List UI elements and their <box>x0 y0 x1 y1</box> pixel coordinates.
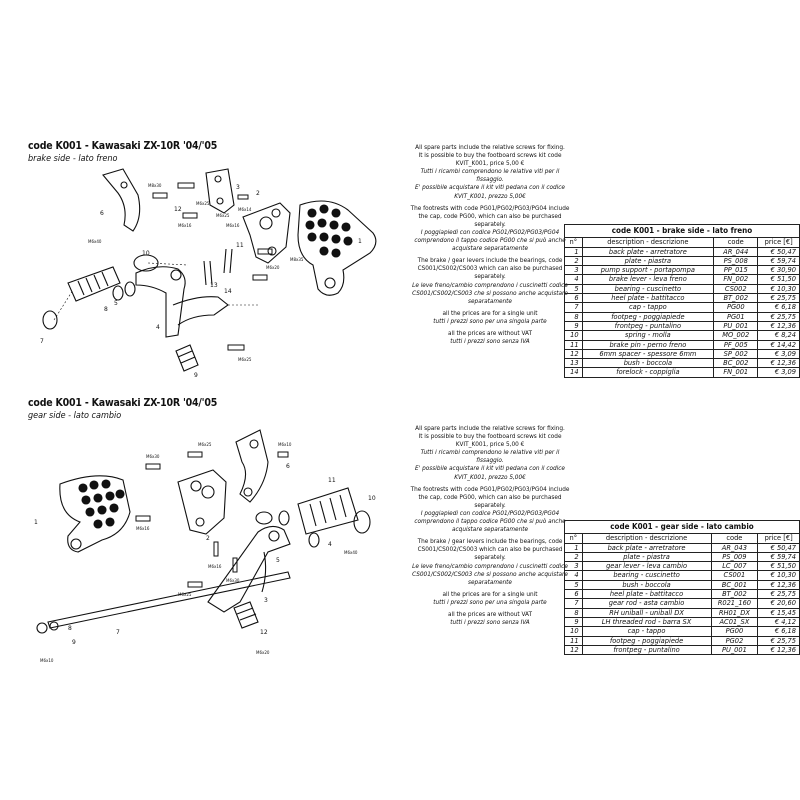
gear-label-7: 7 <box>116 629 120 636</box>
table-row <box>565 321 800 330</box>
part-code: PF_005 <box>714 340 758 349</box>
part-number: 5 <box>565 284 583 293</box>
brake-screw-label: M6x25 <box>238 357 252 362</box>
gear-footpeg-drawing <box>298 488 358 534</box>
note-kit-it: E' possibile acquistare il kit viti pedana con il codice KVIT_K001, prezzo 5,00€ <box>415 183 565 200</box>
heel-plate-drawing <box>103 169 140 231</box>
table-row <box>565 543 800 552</box>
part-number: 1 <box>565 543 583 552</box>
gear-rod-drawing <box>48 572 290 628</box>
column-header: price [€] <box>758 238 800 247</box>
brake-label-6: 6 <box>100 210 104 217</box>
gear-screw-label: M6x16 <box>136 526 150 531</box>
part-code: BT_002 <box>714 294 758 303</box>
part-number: 2 <box>565 256 583 265</box>
part-code: CS001 <box>711 571 758 580</box>
part-code: PG02 <box>711 636 758 645</box>
part-number: 4 <box>565 571 583 580</box>
table-row <box>565 636 800 645</box>
note-unit-en: all the prices are for a single unit <box>442 308 538 317</box>
part-number: 3 <box>565 266 583 275</box>
part-number: 1 <box>565 247 583 256</box>
part-code: AC01_SX <box>711 617 758 626</box>
brake-screw-label: M8x35 <box>290 257 304 262</box>
part-description: gear rod - asta cambio <box>582 599 711 608</box>
part-price: € 25,75 <box>758 590 800 599</box>
part-number: 7 <box>565 303 583 312</box>
brake-table-header <box>565 238 800 247</box>
brake-screw-label: M6x14 <box>238 207 252 212</box>
part-code: PU_001 <box>711 645 758 654</box>
part-price: € 59,74 <box>758 256 800 265</box>
note-kit-en: It is possible to buy the footboard screws kit code KVIT_K001, price 5,00 € <box>418 432 562 449</box>
brake-screw-label: M6x40 <box>88 239 102 244</box>
part-description: plate - piastra <box>582 256 714 265</box>
note-footrests-it: I poggiapiedi con codice PG01/PG02/PG03/PG04 comprendono il tappo codice PG00 che si può anche acquistare separatamente <box>414 508 566 534</box>
table-row <box>565 312 800 321</box>
part-price: € 30,90 <box>758 266 800 275</box>
part-description: 6mm spacer - spessore 6mm <box>582 349 714 358</box>
part-description: frontpeg - puntalino <box>582 645 711 654</box>
part-price: € 6,18 <box>758 303 800 312</box>
part-description: footpeg - poggiapiede <box>582 312 714 321</box>
note-vat-en: all the prices are without VAT <box>448 609 532 618</box>
part-price: € 4,12 <box>758 617 800 626</box>
gear-label-1: 1 <box>34 519 38 526</box>
gear-plate-drawing <box>178 470 226 534</box>
part-number: 13 <box>565 359 583 368</box>
brake-label-14: 14 <box>224 288 232 295</box>
part-code: BT_002 <box>711 590 758 599</box>
part-price: € 10,30 <box>758 571 800 580</box>
table-row <box>565 247 800 256</box>
part-price: € 12,36 <box>758 321 800 330</box>
cap-drawing <box>43 311 57 329</box>
note-levers-en: The brake / gear levers include the bearings, code CS001/CS002/CS003 which can also be purchased separately. <box>417 256 563 281</box>
brake-parts-table <box>564 224 800 378</box>
brake-side-exploded-diagram <box>28 165 408 385</box>
gear-label-9: 9 <box>72 639 76 646</box>
brake-lever-drawing <box>136 267 228 337</box>
part-price: € 8,24 <box>758 331 800 340</box>
part-description: back plate - arretratore <box>582 247 714 256</box>
note-vat-en: all the prices are without VAT <box>448 328 532 337</box>
part-price: € 25,75 <box>758 312 800 321</box>
gear-frontpeg-drawing <box>234 602 258 628</box>
column-header: n° <box>565 534 583 543</box>
part-code: PG00 <box>711 627 758 636</box>
part-number: 12 <box>565 349 583 358</box>
gear-label-6: 6 <box>286 463 290 470</box>
gear-screw-label: M6x30 <box>226 578 240 583</box>
part-price: € 51,50 <box>758 275 800 284</box>
table-row <box>565 340 800 349</box>
part-number: 11 <box>565 340 583 349</box>
brake-screw-label: M6x25 <box>196 201 210 206</box>
gear-heel-plate-drawing <box>236 430 268 502</box>
part-number: 2 <box>565 552 583 561</box>
part-code: CS002 <box>714 284 758 293</box>
part-number: 8 <box>565 312 583 321</box>
part-number: 9 <box>565 321 583 330</box>
part-code: AR_043 <box>711 543 758 552</box>
note-levers-it: Le leve freno/cambio comprendono i cuscinetti codice CS001/CS002/CS003 che si possono anche acquistare separatamente <box>412 280 568 305</box>
part-price: € 15,45 <box>758 608 800 617</box>
part-price: € 12,36 <box>758 645 800 654</box>
brake-label-4: 4 <box>156 324 160 331</box>
pump-support-drawing <box>206 169 234 213</box>
table-row <box>565 562 800 571</box>
note-unit-it: tutti i prezzi sono per una singola parte <box>433 316 547 325</box>
brake-label-13: 13 <box>210 282 218 289</box>
gear-screw-label: M6x25 <box>178 592 192 597</box>
table-row <box>565 599 800 608</box>
part-price: € 14,42 <box>758 340 800 349</box>
gear-notes <box>410 424 570 630</box>
note-unit-it: tutti i prezzi sono per una singola parte <box>433 597 547 606</box>
part-number: 4 <box>565 275 583 284</box>
gear-label-8: 8 <box>68 625 72 632</box>
part-price: € 50,47 <box>758 543 800 552</box>
gear-label-11: 11 <box>328 477 336 484</box>
part-number: 12 <box>565 645 583 654</box>
part-description: forelock - coppiglia <box>582 368 714 377</box>
note-footrests-en: The footrests with code PG01/PG02/PG03/PG04 include the cap, code PG00, which can also be purchased separately. <box>410 484 570 509</box>
part-code: SP_002 <box>714 349 758 358</box>
part-number: 10 <box>565 331 583 340</box>
brake-screw-label: M8x30 <box>148 183 162 188</box>
part-code: FN_002 <box>714 275 758 284</box>
part-description: gear lever - leva cambio <box>582 562 711 571</box>
part-description: bush - boccola <box>582 580 711 589</box>
note-kit-it: E' possibile acquistare il kit viti pedana con il codice KVIT_K001, prezzo 5,00€ <box>415 464 565 481</box>
table-row <box>565 275 800 284</box>
note-footrests-en: The footrests with code PG01/PG02/PG03/PG04 include the cap, code PG00, which can also be purchased separately. <box>410 203 570 228</box>
part-description: pump support - portapompa <box>582 266 714 275</box>
part-price: € 3,09 <box>758 349 800 358</box>
gear-table-header <box>565 534 800 543</box>
part-price: € 10,30 <box>758 284 800 293</box>
gear-screw-label: M6x10 <box>278 442 292 447</box>
part-price: € 3,09 <box>758 368 800 377</box>
brake-label-2: 2 <box>256 190 260 197</box>
note-footrests-it: I poggiapiedi con codice PG01/PG02/PG03/PG04 comprendono il tappo codice PG00 che si può anche acquistare separatamente <box>414 227 566 253</box>
gear-label-3: 3 <box>264 597 268 604</box>
part-price: € 12,36 <box>758 580 800 589</box>
gear-screw-label: M6x16 <box>208 564 222 569</box>
part-code: FN_001 <box>714 368 758 377</box>
brake-screw-label: M6x25 <box>216 213 230 218</box>
part-description: back plate - arretratore <box>582 543 711 552</box>
gear-screw-label: M6x40 <box>344 550 358 555</box>
gear-side-exploded-diagram <box>28 422 408 672</box>
gear-screw-label: M6x10 <box>40 658 54 663</box>
part-description: heel plate - battitacco <box>582 294 714 303</box>
part-description: bush - boccola <box>582 359 714 368</box>
brake-label-11: 11 <box>236 242 244 249</box>
part-price: € 25,75 <box>758 294 800 303</box>
gear-screw-label: M6x25 <box>198 442 212 447</box>
gear-cap-drawing <box>354 511 370 533</box>
note-vat-it: tutti i prezzi sono senza IVA <box>450 337 530 346</box>
part-number: 3 <box>565 562 583 571</box>
brake-label-3: 3 <box>236 184 240 191</box>
note-spares-en: All spare parts include the relative screws for fixing. <box>415 424 565 432</box>
part-description: spring - molla <box>582 331 714 340</box>
note-unit-en: all the prices are for a single unit <box>442 589 538 598</box>
part-number: 11 <box>565 636 583 645</box>
part-description: plate - piastra <box>582 552 711 561</box>
note-vat-it: tutti i prezzi sono senza IVA <box>450 618 530 627</box>
part-number: 5 <box>565 580 583 589</box>
table-row <box>565 359 800 368</box>
part-description: bearing - cuscinetto <box>582 284 714 293</box>
note-kit-en: It is possible to buy the footboard screws kit code KVIT_K001, price 5,00 € <box>418 151 562 168</box>
part-description: heel plate - battitacco <box>582 590 711 599</box>
table-row <box>565 303 800 312</box>
gear-table-title: code K001 - gear side - lato cambio <box>565 521 800 534</box>
part-number: 6 <box>565 590 583 599</box>
brake-label-10: 10 <box>142 250 150 257</box>
gear-back-plate-drawing <box>60 476 130 552</box>
part-description: brake lever - leva freno <box>582 275 714 284</box>
brake-side-subtitle: brake side - lato freno <box>28 154 118 164</box>
part-price: € 25,75 <box>758 636 800 645</box>
part-number: 14 <box>565 368 583 377</box>
part-code: PG00 <box>714 303 758 312</box>
table-row <box>565 627 800 636</box>
gear-parts-table <box>564 520 800 655</box>
part-description: cap - tappo <box>582 627 711 636</box>
table-row <box>565 294 800 303</box>
part-price: € 20,60 <box>758 599 800 608</box>
note-spares-it: Tutti i ricambi comprendono le relative viti per il fissaggio. <box>420 167 560 184</box>
gear-lever-drawing <box>208 526 290 612</box>
part-number: 8 <box>565 608 583 617</box>
brake-label-9: 9 <box>194 372 198 379</box>
gear-label-10: 10 <box>368 495 376 502</box>
table-row <box>565 571 800 580</box>
part-description: bearing - cuscinetto <box>582 571 711 580</box>
note-levers-en: The brake / gear levers include the bearings, code CS001/CS002/CS003 which can also be purchased separately. <box>417 537 563 562</box>
gear-side-subtitle: gear side - lato cambio <box>28 411 122 421</box>
gear-side-title: code K001 - Kawasaki ZX-10R '04/'05 <box>28 397 218 409</box>
column-header: description - descrizione <box>582 238 714 247</box>
part-description: frontpeg - puntalino <box>582 321 714 330</box>
gear-label-5: 5 <box>276 557 280 564</box>
table-row <box>565 645 800 654</box>
brake-screw-label: M6x20 <box>266 265 280 270</box>
part-description: LH threaded rod - barra SX <box>582 617 711 626</box>
part-description: RH uniball - uniball DX <box>582 608 711 617</box>
brake-label-8: 8 <box>104 306 108 313</box>
brake-screw-label: M6x16 <box>226 223 240 228</box>
brake-notes <box>410 143 570 349</box>
note-levers-it: Le leve freno/cambio comprendono i cuscinetti codice CS001/CS002/CS003 che si possono anche acquistare separatamente <box>412 561 568 586</box>
gear-screw-label: M6x30 <box>146 454 160 459</box>
brake-label-12: 12 <box>174 206 182 213</box>
brake-screw-label: M6x16 <box>178 223 192 228</box>
note-spares-en: All spare parts include the relative screws for fixing. <box>415 143 565 151</box>
part-number: 9 <box>565 617 583 626</box>
part-number: 7 <box>565 599 583 608</box>
part-description: brake pin - perno freno <box>582 340 714 349</box>
column-header: n° <box>565 238 583 247</box>
brake-label-5: 5 <box>114 300 118 307</box>
part-price: € 51,50 <box>758 562 800 571</box>
brake-table-title: code K001 - brake side - lato freno <box>565 225 800 238</box>
gear-label-2: 2 <box>206 535 210 542</box>
part-code: R021_160 <box>711 599 758 608</box>
brake-side-title: code K001 - Kawasaki ZX-10R '04/'05 <box>28 140 218 152</box>
table-row <box>565 331 800 340</box>
part-price: € 6,18 <box>758 627 800 636</box>
gear-label-4: 4 <box>328 541 332 548</box>
table-row <box>565 617 800 626</box>
part-code: LC_007 <box>711 562 758 571</box>
part-description: footpeg - poggiapiede <box>582 636 711 645</box>
table-row <box>565 349 800 358</box>
part-price: € 50,47 <box>758 247 800 256</box>
part-code: PP_015 <box>714 266 758 275</box>
frontpeg-drawing <box>176 345 198 371</box>
table-row <box>565 368 800 377</box>
part-code: PS_009 <box>711 552 758 561</box>
note-spares-it: Tutti i ricambi comprendono le relative viti per il fissaggio. <box>420 448 560 465</box>
part-price: € 59,74 <box>758 552 800 561</box>
column-header: description - descrizione <box>582 534 711 543</box>
part-price: € 12,36 <box>758 359 800 368</box>
gear-label-12: 12 <box>260 629 268 636</box>
gear-screw-label: M6x20 <box>256 650 270 655</box>
part-code: PG01 <box>714 312 758 321</box>
brake-back-plate-drawing <box>298 201 376 295</box>
part-code: AR_044 <box>714 247 758 256</box>
brake-label-1: 1 <box>358 238 362 245</box>
part-code: BC_001 <box>711 580 758 589</box>
footpeg-drawing <box>68 267 120 301</box>
brake-label-7: 7 <box>40 338 44 345</box>
part-code: MO_002 <box>714 331 758 340</box>
part-code: PU_001 <box>714 321 758 330</box>
part-number: 10 <box>565 627 583 636</box>
part-code: BC_002 <box>714 359 758 368</box>
part-description: cap - tappo <box>582 303 714 312</box>
column-header: code <box>714 238 758 247</box>
column-header: price [€] <box>758 534 800 543</box>
part-code: RH01_DX <box>711 608 758 617</box>
part-number: 6 <box>565 294 583 303</box>
part-code: PS_008 <box>714 256 758 265</box>
column-header: code <box>711 534 758 543</box>
